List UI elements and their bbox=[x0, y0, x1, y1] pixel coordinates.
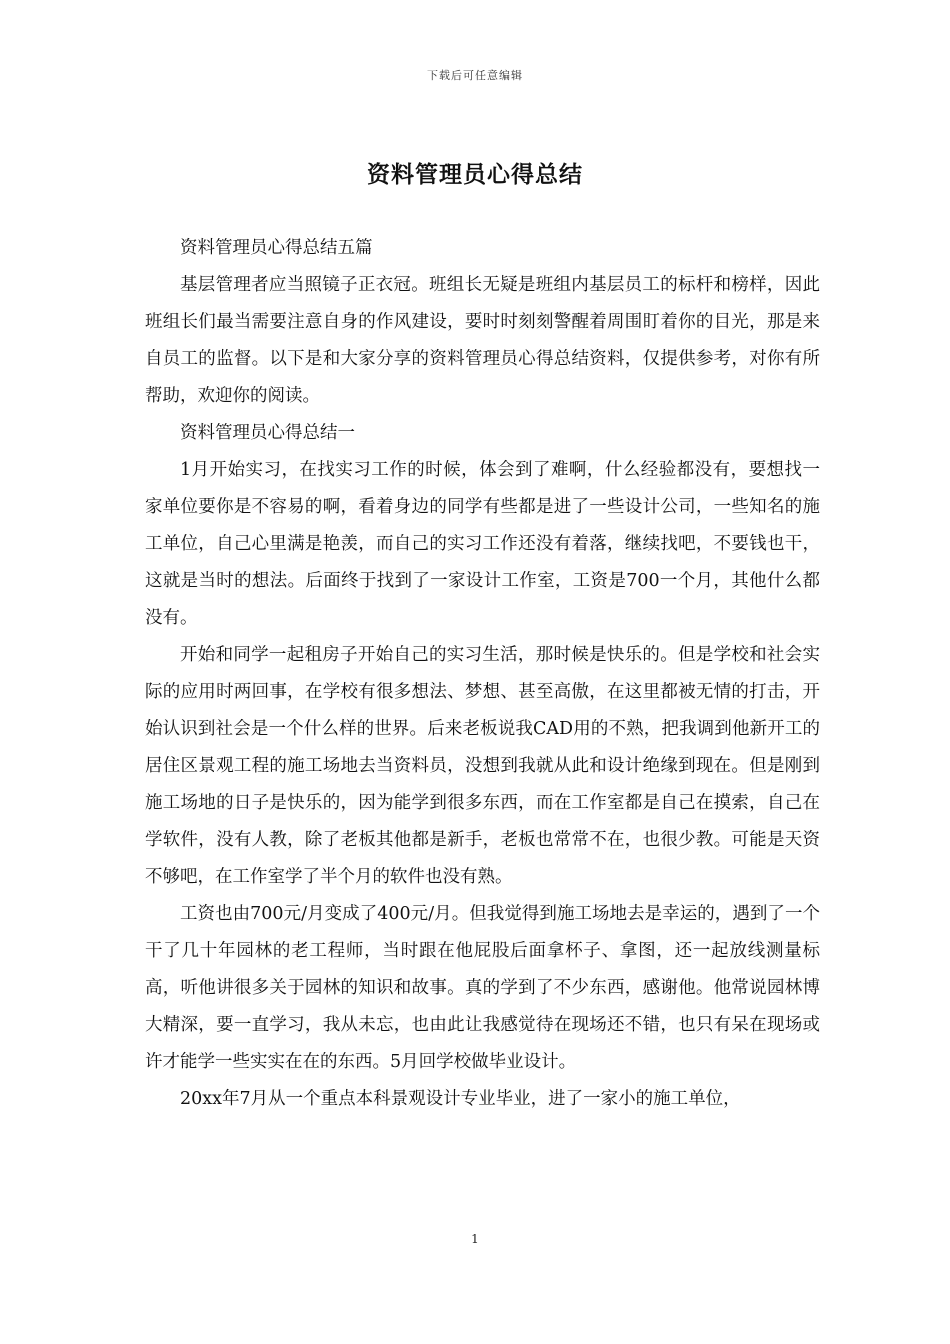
body-paragraph: 工资也由700元/月变成了400元/月。但我觉得到施工场地去是幸运的，遇到了一个干了几十年园林的老工程师，当时跟在他屁股后面拿杯子、拿图，还一起放线测量标高，听他讲很多关于园林的知识和故事。真的学到了不少东西，感谢他。他常说园林博大精深，要一直学习，我从未忘，也由此让我感觉待在现场还不错，也只有呆在现场或许才能学一些实实在在的东西。5月回学校做毕业设计。 bbox=[145, 904, 820, 1072]
subtitle-paragraph: 资料管理员心得总结五篇 bbox=[180, 238, 373, 258]
document-body bbox=[145, 230, 820, 1118]
document-title: 资料管理员心得总结 bbox=[367, 161, 583, 188]
body-paragraph: 20xx年7月从一个重点本科景观设计专业毕业，进了一家小的施工单位， bbox=[180, 1089, 741, 1109]
page-number: 1 bbox=[471, 1232, 479, 1246]
page-header: 下载后可任意编辑 bbox=[427, 69, 523, 82]
body-paragraph: 1月开始实习，在找实习工作的时候，体会到了难啊，什么经验都没有，要想找一家单位要你是不容易的啊，看着身边的同学有些都是进了一些设计公司，一些知名的施工单位，自己心里满是艳羡，而自己的实习工作还没有着落，继续找吧，不要钱也干，这就是当时的想法。后面终于找到了一家设计工作室，工资是700一个月，其他什么都没有。 bbox=[145, 460, 820, 628]
intro-paragraph: 基层管理者应当照镜子正衣冠。班组长无疑是班组内基层员工的标杆和榜样，因此班组长们最当需要注意自身的作风建设，要时时刻刻警醒着周围盯着你的目光，那是来自员工的监督。以下是和大家分享的资料管理员心得总结资料，仅提供参考，对你有所帮助，欢迎你的阅读。 bbox=[145, 275, 820, 406]
body-paragraph: 开始和同学一起租房子开始自己的实习生活，那时候是快乐的。但是学校和社会实际的应用时两回事，在学校有很多想法、梦想、甚至高傲，在这里都被无情的打击，开始认识到社会是一个什么样的世界。后来老板说我CAD用的不熟，把我调到他新开工的居住区景观工程的施工场地去当资料员，没想到我就从此和设计绝缘到现在。但是刚到施工场地的日子是快乐的，因为能学到很多东西，而在工作室都是自己在摸索，自己在学软件，没有人教，除了老板其他都是新手，老板也常常不在，也很少教。可能是天资不够吧，在工作室学了半个月的软件也没有熟。 bbox=[145, 645, 820, 887]
section-heading-paragraph: 资料管理员心得总结一 bbox=[180, 423, 355, 443]
